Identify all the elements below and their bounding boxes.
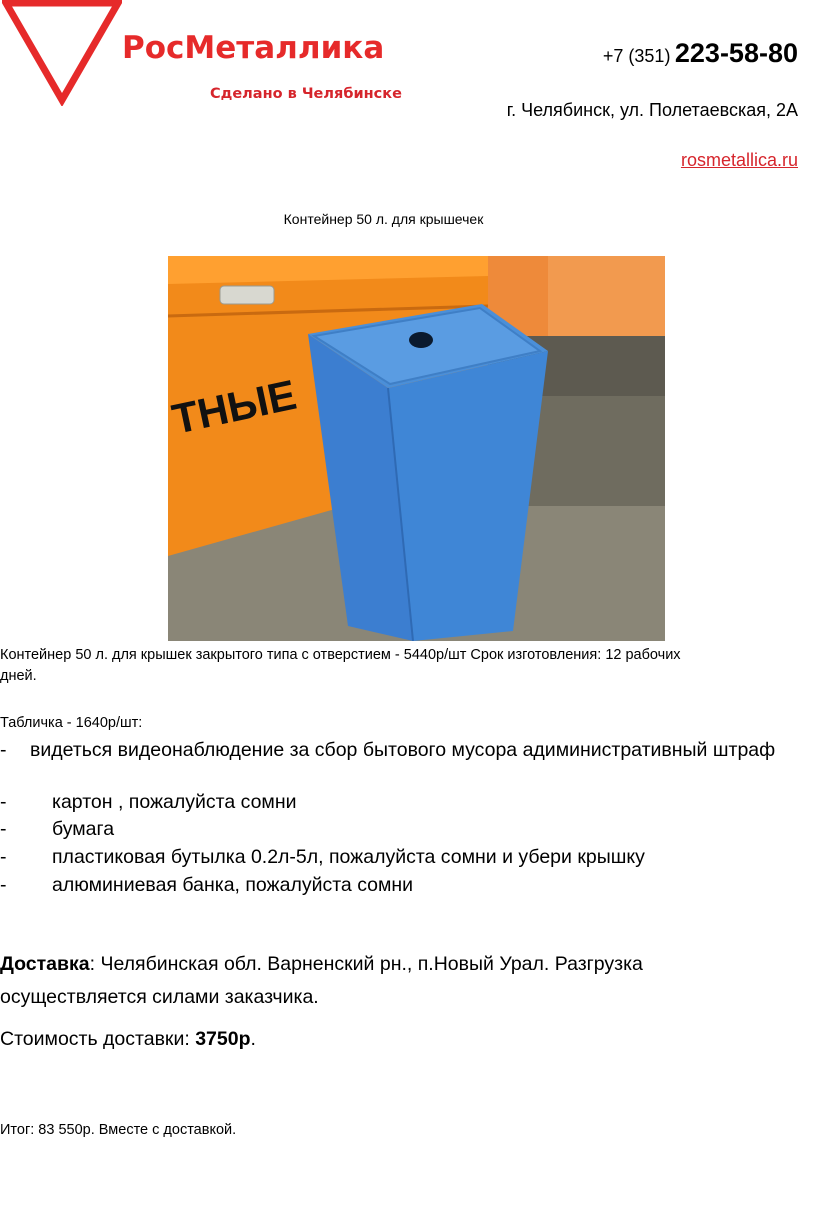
list-item: - пластиковая бутылка 0.2л-5л, пожалуйста сомни и убери крышку [0,846,645,868]
phone-number: 223-58-80 [674,38,798,68]
list-item: - картон , пожалуйста сомни [0,791,297,813]
list-item: - алюминиевая банка, пожалуйста сомни [0,874,414,896]
product-photo [168,256,665,641]
brand-tagline: Сделано в Челябинске [210,86,402,102]
plate-label: Табличка - 1640р/шт: [0,715,143,731]
list-item: - видеться видеонаблюдение за сбор бытового мусора адиминистративный штраф [0,739,776,761]
delivery-label: Доставка [0,953,90,975]
product-photo-drawing [168,256,665,641]
total: Итог: 83 550р. Вместе с доставкой. [0,1122,237,1138]
address: г. Челябинск, ул. Полетаевская, 2А [506,100,798,120]
product-caption: Контейнер 50 л. для крышечек [283,211,484,227]
logo-triangle-icon [2,0,122,106]
phone-code: +7 (351) [602,46,671,66]
product-description: Контейнер 50 л. для крышек закрытого типа с отверстием - 5440р/шт Срок изготовления: 12 рабочих дней. [0,647,681,684]
website-link[interactable]: rosmetallica.ru [680,150,798,170]
brand-name: РосМеталлика [122,30,385,66]
list-item: - бумага [0,818,115,840]
photo-box-text: ТНЫЕ [168,370,301,443]
delivery-cost: Стоимость доставки: 3750р. [0,1028,256,1050]
phone [603,38,798,69]
delivery-cost-value: 3750р [195,1028,251,1050]
delivery-info [0,948,720,1014]
delivery-text: : Челябинская обл. Варненский рн., п.Новый Урал. Разгрузка осуществляется силами заказчика. [0,953,643,1008]
